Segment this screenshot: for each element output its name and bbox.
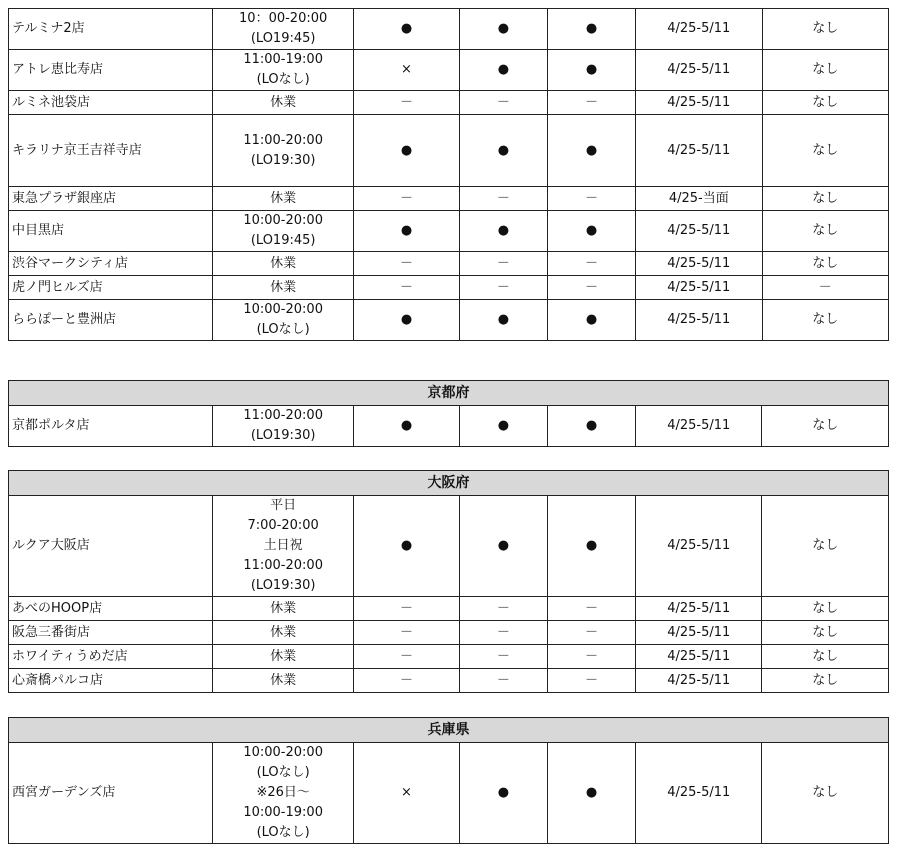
note: なし [762,50,889,91]
business-hours [213,496,354,597]
store-name: 心斎橋パルコ店 [9,669,213,693]
service-mark: － [354,669,460,693]
period: 4/25-5/11 [636,115,762,187]
period: 4/25-5/11 [636,621,762,645]
store-row [9,300,889,341]
service-mark: － [547,645,635,669]
region-header: 京都府 [9,381,889,406]
store-name: ホワイティうめだ店 [9,645,213,669]
hours-line: 11:00-20:00 [243,132,323,148]
region-header: 大阪府 [9,471,889,496]
business-hours [213,276,354,300]
hours-line: 10:00-20:00 [243,302,323,317]
service-mark: × [354,50,460,91]
service-mark: － [547,276,635,300]
store-row [9,115,889,187]
service-mark: ● [354,115,460,187]
note: なし [762,211,889,252]
hours-line: 休業 [270,190,297,206]
service-mark: － [547,187,635,211]
business-hours [213,91,354,115]
period: 4/25-5/11 [636,91,762,115]
service-mark: ● [459,300,547,341]
service-mark: － [459,91,547,115]
hours-line: (LO19:30) [250,152,316,168]
period: 4/25-5/11 [636,743,762,844]
store-name: 渋谷マークシティ店 [9,252,213,276]
service-mark: ● [547,406,635,447]
business-hours [213,669,354,693]
business-hours [213,187,354,211]
store-row [9,211,889,252]
hours-line: 10:00-20:00 [243,213,323,228]
service-mark: ● [547,115,635,187]
service-mark: － [459,276,547,300]
service-mark: ● [354,211,460,252]
service-mark: － [547,621,635,645]
hours-line: (LOなし) [256,322,310,337]
region-header-row [9,471,889,496]
service-mark: － [354,91,460,115]
hours-line: 休業 [270,624,297,640]
period: 4/25-5/11 [636,50,762,91]
hours-line: 休業 [270,600,297,616]
region-header-row [9,718,889,743]
service-mark: － [459,645,547,669]
hours-line: 7:00-20:00 [247,518,319,533]
store-row [9,276,889,300]
store-row [9,669,889,693]
period: 4/25-5/11 [636,211,762,252]
service-mark: － [547,91,635,115]
period: 4/25-5/11 [636,597,762,621]
service-mark: ● [459,496,547,597]
service-mark: ● [459,743,547,844]
store-name: アトレ恵比寿店 [9,50,213,91]
business-hours [213,300,354,341]
service-mark: ● [459,9,547,50]
business-hours [213,115,354,187]
store-name: 阪急三番街店 [9,621,213,645]
hours-line: 10：00-20:00 [239,11,328,26]
service-mark: ● [354,406,460,447]
store-row [9,743,889,844]
service-mark: － [354,645,460,669]
note: なし [762,9,889,50]
service-mark: ● [459,115,547,187]
region-header-row [9,381,889,406]
store-row [9,496,889,597]
service-mark: ● [459,406,547,447]
hours-line: ※26日～ [256,785,310,800]
store-row [9,645,889,669]
store-table [8,717,889,844]
service-mark: ● [547,300,635,341]
store-row [9,50,889,91]
service-mark: － [459,669,547,693]
note: なし [762,187,889,211]
service-mark: ● [354,300,460,341]
hours-line: (LO19:30) [250,428,316,443]
business-hours [213,406,354,447]
store-row [9,9,889,50]
store-row [9,621,889,645]
hours-line: 休業 [270,672,297,688]
hours-line: 休業 [270,648,297,664]
hours-line: (LOなし) [256,765,310,780]
note: なし [762,597,889,621]
service-mark: × [354,743,460,844]
hours-line: 平日 [270,498,297,513]
period: 4/25-5/11 [636,9,762,50]
service-mark: ● [547,743,635,844]
store-name: 中目黒店 [9,211,213,252]
note: なし [762,252,889,276]
store-row [9,252,889,276]
store-row [9,406,889,447]
hours-line: 11:00-19:00 [243,52,323,67]
service-mark: ● [459,211,547,252]
store-name: ららぽーと豊洲店 [9,300,213,341]
business-hours [213,211,354,252]
store-row [9,91,889,115]
service-mark: ● [354,9,460,50]
store-table [8,470,889,693]
hours-line: 休業 [270,94,297,110]
hours-line: 土日祝 [263,538,303,553]
service-mark: ● [547,50,635,91]
hours-line: 休業 [270,279,297,295]
service-mark: － [459,597,547,621]
period: 4/25-5/11 [636,669,762,693]
store-name: ルミネ池袋店 [9,91,213,115]
store-name: あべのHOOP店 [9,597,213,621]
note: なし [762,406,889,447]
hours-line: 休業 [270,255,297,271]
hours-line: (LO19:45) [250,31,316,46]
period: 4/25-当面 [636,187,762,211]
hours-line: 10:00-19:00 [243,805,323,820]
period: 4/25-5/11 [636,252,762,276]
service-mark: － [459,252,547,276]
note: なし [762,669,889,693]
period: 4/25-5/11 [636,645,762,669]
note: なし [762,115,889,187]
business-hours [213,645,354,669]
business-hours [213,621,354,645]
hours-line: 11:00-20:00 [243,408,323,423]
service-mark: ● [547,9,635,50]
service-mark: － [354,621,460,645]
store-row [9,187,889,211]
store-row [9,597,889,621]
store-table [8,8,889,341]
store-name: テルミナ2店 [9,9,213,50]
service-mark: ● [547,211,635,252]
business-hours [213,597,354,621]
hours-line: 10:00-20:00 [243,745,323,760]
period: 4/25-5/11 [636,276,762,300]
note: なし [762,743,889,844]
note: なし [762,645,889,669]
business-hours [213,50,354,91]
store-name: 東急プラザ銀座店 [9,187,213,211]
store-name: キラリナ京王吉祥寺店 [9,115,213,187]
hours-line: 11:00-20:00 [243,558,323,573]
period: 4/25-5/11 [636,300,762,341]
service-mark: － [547,597,635,621]
service-mark: ● [354,496,460,597]
period: 4/25-5/11 [636,406,762,447]
business-hours [213,252,354,276]
business-hours [213,743,354,844]
service-mark: － [354,252,460,276]
hours-line: (LOなし) [256,72,310,87]
region-header: 兵庫県 [9,718,889,743]
service-mark: － [459,621,547,645]
service-mark: ● [459,50,547,91]
hours-line: (LO19:30) [250,578,316,593]
service-mark: － [547,252,635,276]
service-mark: － [354,276,460,300]
service-mark: － [354,597,460,621]
note: なし [762,300,889,341]
store-name: 京都ポルタ店 [9,406,213,447]
hours-line: (LO19:45) [250,233,316,248]
store-name: 虎ノ門ヒルズ店 [9,276,213,300]
store-table [8,380,889,447]
note: － [762,276,889,300]
store-name: ルクア大阪店 [9,496,213,597]
hours-line: (LOなし) [256,825,310,840]
service-mark: － [459,187,547,211]
note: なし [762,621,889,645]
note: なし [762,91,889,115]
service-mark: － [354,187,460,211]
store-name: 西宮ガーデンズ店 [9,743,213,844]
note: なし [762,496,889,597]
period: 4/25-5/11 [636,496,762,597]
service-mark: ● [547,496,635,597]
business-hours [213,9,354,50]
service-mark: － [547,669,635,693]
